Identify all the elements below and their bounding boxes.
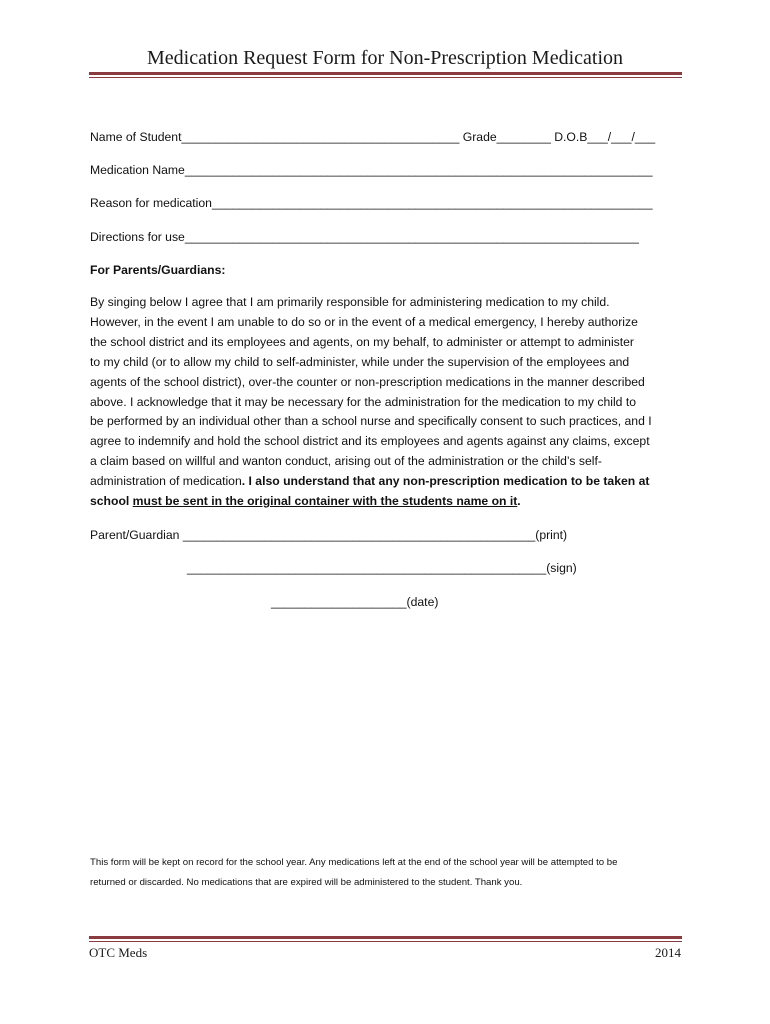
consent-paragraph — [90, 293, 690, 512]
consent-line: be performed by an individual other than a school nurse and specifically consent to such practices, and I — [90, 414, 652, 429]
note-line: This form will be kept on record for the school year. Any medications left at the end of the school year will be attempted to be — [90, 857, 618, 868]
consent-line-11-bold: school — [90, 494, 133, 509]
medication-name-field[interactable]: Medication Name_____________________________________________________________________ — [90, 163, 653, 177]
form-title: Medication Request Form for Non-Prescription Medication — [146, 47, 623, 69]
footer-left-text: OTC Meds — [89, 945, 148, 960]
consent-line: to my child (or to allow my child to self-administer, while under the supervision of the employees and — [90, 354, 630, 369]
consent-line-10 — [90, 472, 690, 492]
header-rule — [89, 72, 682, 78]
consent-line: a claim based on willful and wanton conduct, arising out of the administration or the child’s self- — [90, 454, 602, 469]
directions-for-use-field[interactable]: Directions for use___________________________________________________________________ — [90, 230, 639, 244]
note-line: returned or discarded. No medications that are expired will be administered to the student. Thank you. — [90, 876, 523, 888]
original-container-requirement: must be sent in the original container with the students name on it — [132, 494, 518, 509]
consent-line: However, in the event I am unable to do so or in the event of a medical emergency, I hereby authorize — [90, 314, 638, 329]
parent-guardian-sign-field[interactable]: _____________________________________________________(sign) — [187, 561, 577, 575]
footer-rule-thin — [89, 941, 682, 942]
reason-for-medication-field[interactable]: Reason for medication_________________________________________________________________ — [90, 196, 653, 210]
student-name-grade-dob-field[interactable]: Name of Student_________________________________________ Grade________ D.O.B___/___/___ — [90, 130, 656, 144]
consent-line-11 — [90, 492, 690, 512]
consent-line: agents of the school district), over-the counter or non-prescription medications in the manner described — [90, 374, 645, 389]
parents-guardians-heading: For Parents/Guardians: — [90, 263, 226, 277]
header-rule-thin — [89, 77, 682, 78]
consent-line: above. I acknowledge that it may be necessary for the administration for the medication to my child to — [90, 394, 637, 409]
consent-line: By singing below I agree that I am primarily responsible for administering medication to my child. — [90, 295, 610, 309]
consent-line: agree to indemnify and hold the school district and its employees and agents against any claims, except — [90, 434, 650, 449]
consent-line-11-end: . — [517, 494, 521, 509]
footer-rule — [89, 936, 682, 942]
footer-year: 2014 — [655, 945, 681, 960]
parent-guardian-print-field[interactable]: Parent/Guardian ____________________________________________________(print) — [90, 528, 568, 542]
consent-line-10-normal: administration of medication — [90, 474, 242, 489]
record-retention-note — [90, 853, 690, 892]
header-rule-thick — [89, 72, 682, 75]
date-field[interactable]: ____________________(date) — [271, 595, 439, 609]
consent-line: the school district and its employees and agents, on my behalf, to administer or attempt to administer — [90, 334, 634, 349]
footer-rule-thick — [89, 936, 682, 939]
consent-line-10-bold: . I also understand that any non-prescription medication to be taken at — [241, 474, 650, 489]
